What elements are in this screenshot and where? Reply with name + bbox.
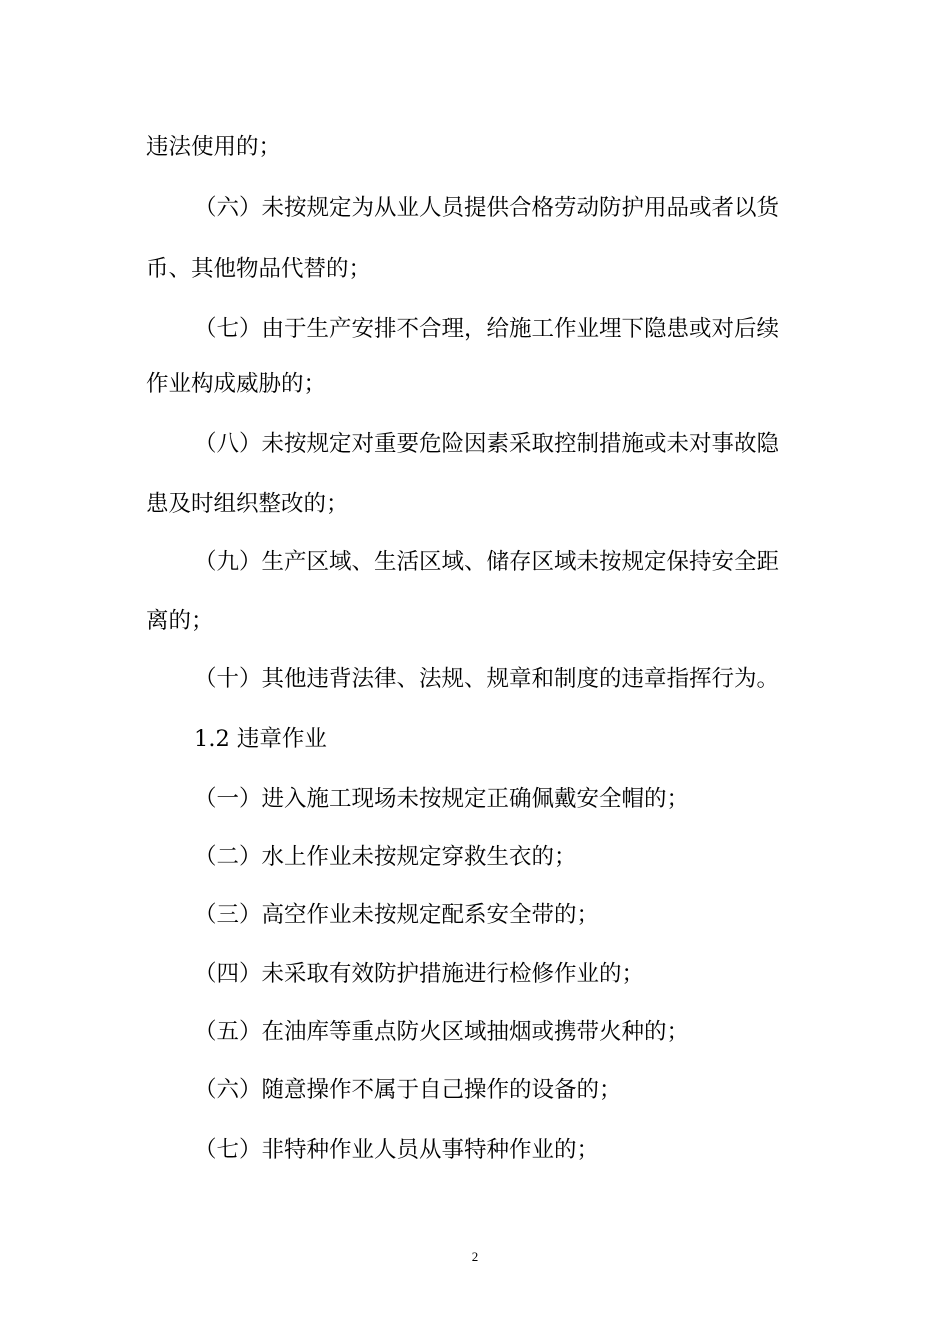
- text-line: （三）高空作业未按规定配系安全带的；: [194, 902, 600, 928]
- text-line: （七）非特种作业人员从事特种作业的；: [194, 1137, 600, 1163]
- page-number: 2: [471, 1249, 479, 1264]
- text-line: 违法使用的；: [146, 134, 282, 160]
- text-line: （一）进入施工现场未按规定正确佩戴安全帽的；: [194, 786, 690, 812]
- text-line: 作业构成威胁的；: [146, 371, 327, 397]
- text-line: 离的；: [146, 608, 214, 634]
- text-line: （二）水上作业未按规定穿救生衣的；: [194, 844, 577, 870]
- text-line: （四）未采取有效防护措施进行检修作业的；: [194, 961, 645, 987]
- text-line: （六）未按规定为从业人员提供合格劳动防护用品或者以货: [194, 195, 780, 221]
- text-line: （七）由于生产安排不合理，给施工作业埋下隐患或对后续: [194, 316, 780, 342]
- text-line: （五）在油库等重点防火区域抽烟或携带火种的；: [194, 1019, 690, 1045]
- text-line: （十）其他违背法律、法规、规章和制度的违章指挥行为。: [194, 666, 780, 692]
- section-heading: 1.2 违章作业: [194, 726, 327, 752]
- text-line: 患及时组织整改的；: [146, 491, 349, 517]
- text-line: 币、其他物品代替的；: [146, 256, 372, 282]
- text-line: （八）未按规定对重要危险因素采取控制措施或未对事故隐: [194, 431, 780, 457]
- text-line: （六）随意操作不属于自己操作的设备的；: [194, 1077, 622, 1103]
- text-line: （九）生产区域、生活区域、储存区域未按规定保持安全距: [194, 549, 780, 575]
